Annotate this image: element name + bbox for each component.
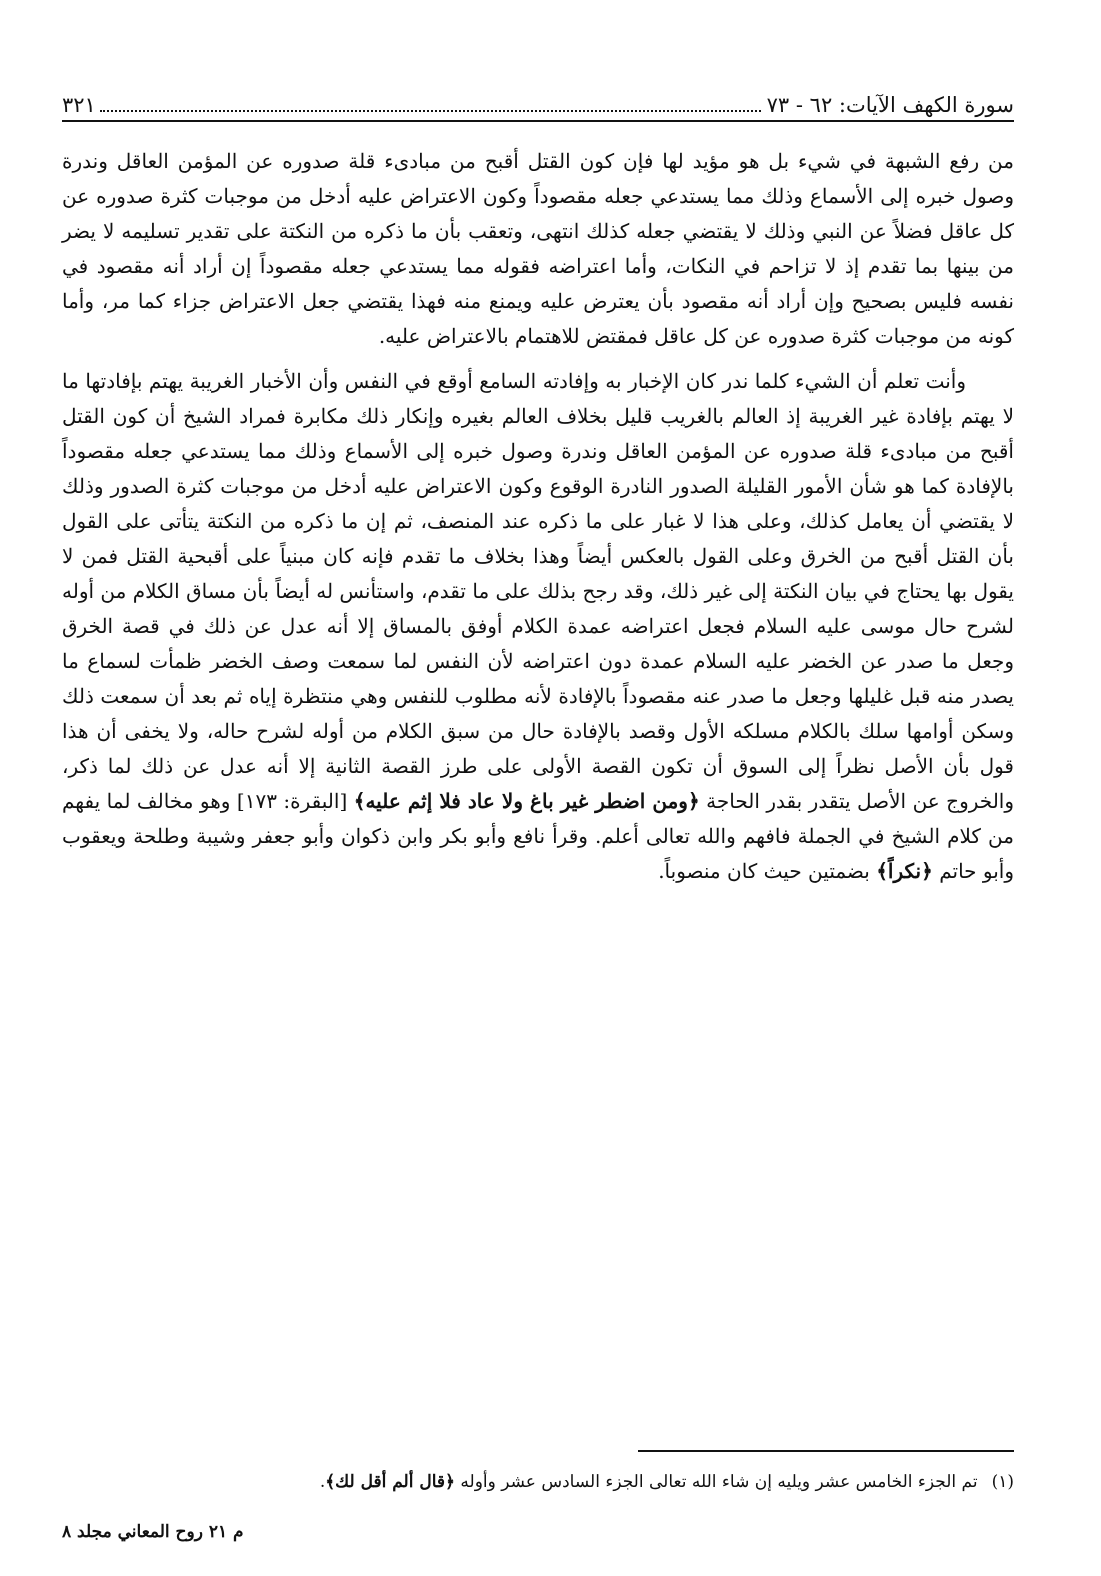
quran-quote: ﴿ومن اضطر غير باغ ولا عاد فلا إثم عليه﴾ xyxy=(353,789,700,813)
footnote-text: تم الجزء الخامس عشر ويليه إن شاء الله تعالى الجزء السادس عشر وأوله xyxy=(460,1472,978,1492)
paragraph-1: من رفع الشبهة في شيء بل هو مؤيد لها فإن كون القتل أقبح من مبادىء قلة صدوره عن المؤمن العاقل وندرة وصول خبره إلى الأسماع وذلك مما يستدعي جعله مقصوداً وكون الاعتراض عليه أدخل من موجبات كثرة صدوره عن كل عاقل فضلاً عن النبي وذلك لا يقتضي جعله كذلك انتهى، وتعقب بأن ما ذكره من النكتة على تقدير تسليمه لا يضر من بينها بما تقدم إذ لا تزاحم في النكات، وأما اعتراضه فقوله مما يستدعي جعله مقصوداً إن أراد أنه مقصود في نفسه فليس بصحيح وإن أراد أنه مقصود بأن يعترض عليه ويمنع منه فهذا يقتضي جعل الاعتراض جزاء كما مر، وأما كونه من موجبات كثرة صدوره عن كل عاقل فمقتض للاهتمام بالاعتراض عليه. xyxy=(62,149,1014,348)
footnote-quote: ﴿قال ألم أقل لك﴾ xyxy=(325,1472,456,1492)
quran-word: ﴿نكراً﴾ xyxy=(876,859,933,883)
paragraph-2-text-b: وهو مخالف لما يفهم من كلام الشيخ في الجملة فافهم والله تعالى أعلم. وقرأ نافع وأبو بكر وابن ذكوان وأبو جعفر وشيبة وطلحة ويعقوب وأبو حاتم xyxy=(62,789,1014,883)
body-text xyxy=(62,144,1014,889)
page-number: ٣٢١ xyxy=(62,93,96,117)
paragraph-2-end: بضمتين حيث كان منصوباً. xyxy=(658,859,870,883)
footnote xyxy=(62,1468,1014,1496)
dotted-leader xyxy=(100,110,761,112)
paragraph-2 xyxy=(62,364,1014,889)
footnote-mark: (١) xyxy=(991,1472,1014,1492)
running-header xyxy=(62,80,1014,122)
printer-signature: م ٢١ روح المعاني مجلد ٨ xyxy=(62,1522,244,1542)
footnote-divider xyxy=(638,1450,1014,1452)
header-title: سورة الكهف الآيات: ٦٢ - ٧٣ xyxy=(766,93,1014,117)
citation: [البقرة: ١٧٣] xyxy=(236,789,348,813)
footnote-end: . xyxy=(319,1472,326,1492)
paragraph-2-text-a: وأنت تعلم أن الشيء كلما ندر كان الإخبار به وإفادته السامع أوقع في النفس وأن الأخبار الغريبة يهتم بإفادتها ما لا يهتم بإفادة غير الغريبة إذ العالم بالغريب قليل بخلاف العالم بغيره وإنكار ذلك مكابرة فمراد الشيخ أن كون القتل أقبح من مبادىء قلة صدوره عن المؤمن العاقل وندرة وصول خبره إلى الأسماع وذلك مما يستدعي جعله مقصوداً بالإفادة كما هو شأن الأمور القليلة الصدور النادرة الوقوع وكون الاعتراض عليه أدخل من موجبات كثرة الصدور وذلك لا يقتضي أن يعامل كذلك، وعلى هذا لا غبار على ما ذكره عند المنصف، ثم إن ما ذكره من النكتة يتأتى على القول بأن القتل أقبح من الخرق وعلى القول بالعكس أيضاً وهذا بخلاف ما تقدم فإنه كان مبنياً على أقبحية القتل فمن لا يقول بها يحتاج في بيان النكتة إلى غير ذلك، وقد رجح بذلك على ما تقدم، واستأنس له أيضاً بأن مساق الكلام من أوله لشرح حال موسى عليه السلام فجعل اعتراضه عمدة الكلام أوفق بالمساق إلا أنه عدل عن ذلك في قصة الخرق وجعل ما صدر عن الخضر عليه السلام عمدة دون اعتراضه لأن النفس لما سمعت وصف الخضر ظمأت لسماع ما يصدر منه قبل غليلها وجعل ما صدر عنه مقصوداً بالإفادة لأنه مطلوب للنفس وهي منتظرة إياه ثم بعد أن سمعت ذلك وسكن أوامها سلك بالكلام مسلكه الأول وقصد بالإفادة حال من سبق الكلام من أوله لشرح حاله، ولا يخفى أن هذا قول بأن الأصل نظراً إلى السوق أن تكون القصة الأولى على طرز القصة الثانية إلا أنه عدل عن ذلك لما ذكر، والخروج عن الأصل يتقدر بقدر الحاجة xyxy=(62,369,1015,813)
